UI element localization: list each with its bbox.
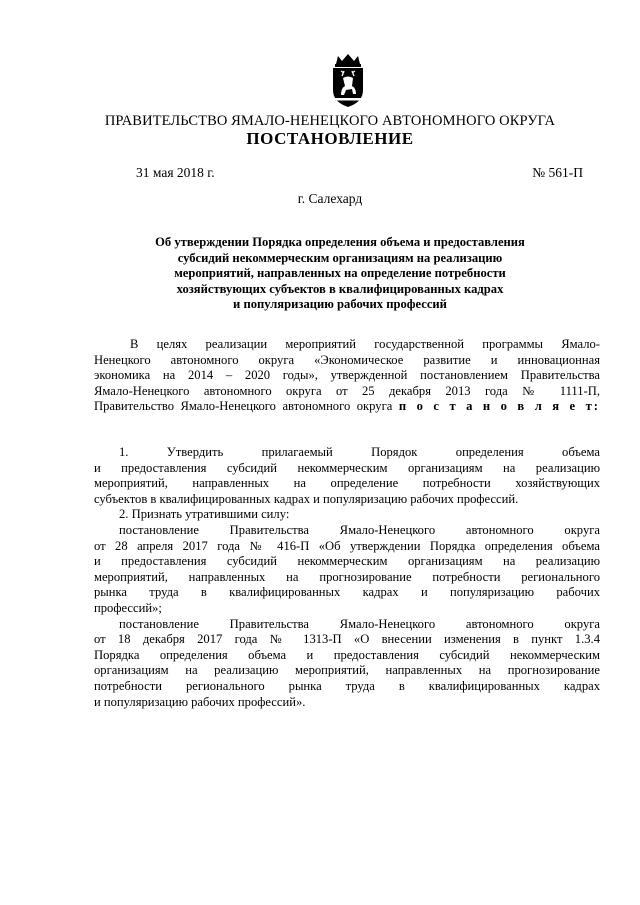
- text-line: В целях реализации мероприятий государственной программы Ямало-: [130, 337, 600, 351]
- text-line: от 18 декабря 2017 года № 1313-П «О внесении изменения в пункт 1.3.4: [94, 632, 600, 647]
- title-line: хозяйствующих субъектов в квалифицированных кадрах: [176, 281, 504, 296]
- text-line: Порядка определения объема и предоставления субсидий некоммерческим: [94, 647, 600, 662]
- text-line: организациям на реализацию мероприятий, направленных на прогнозирование: [94, 663, 600, 678]
- decree-word: п о с т а н о в л я е т:: [398, 399, 601, 414]
- title-line: субсидий некоммерческим организациям на реализацию: [177, 250, 503, 265]
- text-line: 2. Признать утратившими силу:: [119, 507, 290, 522]
- document-city: г. Салехард: [297, 191, 363, 206]
- text-line: профессий»;: [94, 600, 162, 615]
- text-line: мероприятий, направленных на прогнозирование потребности регионального: [94, 569, 600, 584]
- text-line: от 28 апреля 2017 года № 416-П «Об утверждении Порядка определения объема: [94, 538, 600, 553]
- document-number: № 561-П: [532, 165, 583, 180]
- text-line: субъектов в квалифицированных кадрах и популяризацию рабочих профессий.: [94, 491, 519, 506]
- text-line: Ненецкого автономного округа «Экономическое развитие и инновационная: [94, 352, 600, 367]
- title-line: мероприятий, направленных на определение потребности: [174, 266, 506, 280]
- text-line: постановление Правительства Ямало-Ненецкого автономного округа: [119, 522, 600, 537]
- text-line: 1. Утвердить прилагаемый Порядок определения объема: [119, 445, 600, 459]
- text-line: мероприятий, направленных на определение потребности хозяйствующих: [94, 476, 600, 491]
- text-line: [94, 399, 600, 415]
- title-line: Об утверждении Порядка определения объема и предоставления: [155, 235, 525, 249]
- text-line: и популяризацию рабочих профессий».: [94, 694, 306, 709]
- text-line: рынка труда в квалифицированных кадрах и популяризацию рабочих: [94, 585, 600, 600]
- document-title: [120, 235, 560, 313]
- document-type: ПОСТАНОВЛЕНИЕ: [246, 129, 414, 148]
- title-line: и популяризацию рабочих профессий: [233, 297, 447, 311]
- preamble-last: Правительство Ямало-Ненецкого автономного округа: [94, 399, 393, 414]
- government-name: ПРАВИТЕЛЬСТВО ЯМАЛО-НЕНЕЦКОГО АВТОНОМНОГО ОКРУГА: [104, 113, 556, 129]
- decree-body: [94, 445, 600, 710]
- text-line: потребности регионального рынка труда в квалифицированных кадрах: [94, 678, 600, 693]
- text-line: Ямало-Ненецкого автономного округа от 25 декабря 2013 года № 1111-П,: [94, 383, 600, 398]
- text-line: экономика на 2014 – 2020 годы», утвержденной постановлением Правительства: [94, 368, 600, 383]
- text-line: постановление Правительства Ямало-Ненецкого автономного округа: [119, 616, 600, 631]
- preamble-paragraph: [94, 337, 600, 415]
- text-line: и предоставления субсидий некоммерческим организациям на реализацию: [94, 460, 600, 475]
- document-date: 31 мая 2018 г.: [136, 165, 215, 180]
- text-line: и предоставления субсидий некоммерческим организациям на реализацию: [94, 554, 600, 569]
- coat-of-arms-icon: [326, 54, 370, 108]
